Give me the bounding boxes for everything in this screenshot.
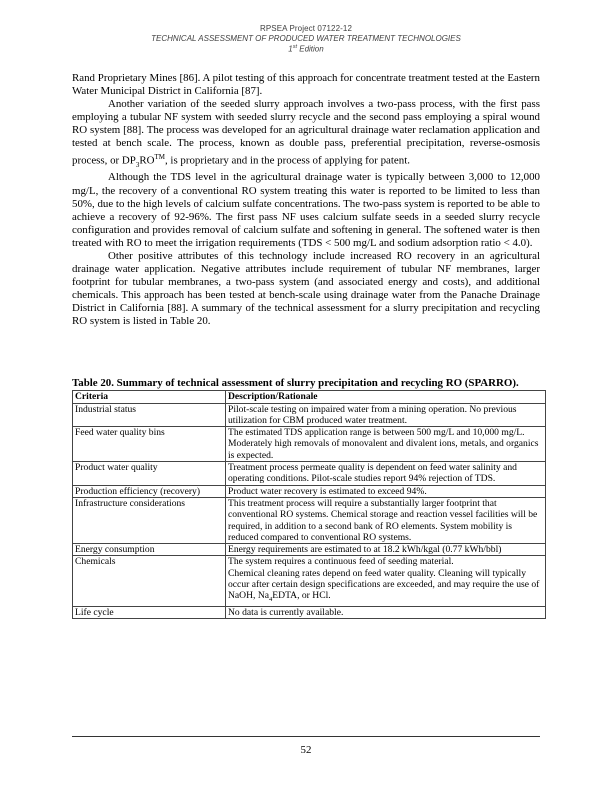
description-cell: Energy requirements are estimated to at 18.2 kWh/kgal (0.77 kWh/bbl) (226, 544, 546, 556)
footer-rule (72, 736, 540, 737)
criteria-cell: Production efficiency (recovery) (73, 485, 226, 497)
paragraph: Although the TDS level in the agricultural drainage water is typically between 3,000 to 12,000 mg/L, the recovery of a conventional RO system treating this water is reported to be limited to less than 50%, due to the high levels of calcium sulfate concentrations. The two-pass system is reported to be able to achieve a recovery of 92-96%. The first pass NF uses calcium sulfate seeds in a seeded slurry recycle configuration and provides removal of calcium sulfate and softening in general. The softened water is then treated with RO to meet the irrigation requirements (TDS < 500 mg/L and sodium adsorption ratio < 4.0). (72, 171, 540, 249)
table-row (73, 544, 546, 556)
column-header-criteria: Criteria (73, 391, 226, 403)
table-row (73, 403, 546, 427)
assessment-table (72, 390, 546, 619)
header-edition: 1st Edition (288, 44, 324, 54)
header-project: RPSEA Project 07122-12 (259, 24, 353, 33)
description-cell: The system requires a continuous feed of seeding material. Chemical cleaning rates depend on feed water quality. Cleaning will typically occur after certain design specifications are exceeded, and may require the use of NaOH, $Na_4EDTA$, or HCl. (226, 556, 546, 606)
table-row (73, 497, 546, 543)
paragraph: Other positive attributes of this technology include increased RO recovery in an agricultural drainage water application. Negative attributes include requirement of tubular NF membranes, larger footprint for tubular membranes, a two-pass system (and associated energy and costs), and additional chemicals. This approach has been tested at bench-scale using drainage water from the Panache Drainage District in California [88]. A summary of the technical assessment for a slurry precipitation and recycling RO system is listed in Table 20. (72, 250, 540, 328)
column-header-description: Description/Rationale (226, 391, 546, 403)
table-row (73, 462, 546, 486)
table-caption: Table 20. Summary of technical assessment of slurry precipitation and recycling RO (SPARRO). (72, 377, 519, 389)
table-row (73, 606, 546, 618)
description-cell: The estimated TDS application range is between 500 mg/L and 10,000 mg/L. Moderately high removals of monovalent and divalent ions, metals, and organics is expected. (226, 427, 546, 462)
paragraph: Another variation of the seeded slurry approach involves a two-pass process, with the first pass employing a tubular NF system with seeded slurry recycle and the second pass employing a spiral wound RO system [88]. The process was developed for an agricultural drainage water reclamation application and tested at bench scale. The process, known as double pass, preferential precipitation, reverse-osmosis process, or $DP_3RO™$, is proprietary and in the process of applying for patent. (72, 98, 540, 169)
table-row (73, 427, 546, 462)
description-cell: Pilot-scale testing on impaired water from a mining operation. No previous utilization for CBM produced water treatment. (226, 403, 546, 427)
description-cell: No data is currently available. (226, 606, 546, 618)
header-title: TECHNICAL ASSESSMENT OF PRODUCED WATER TREATMENT TECHNOLOGIES (151, 33, 461, 43)
description-cell: Product water recovery is estimated to exceed 94%. (226, 485, 546, 497)
body-text (72, 72, 540, 329)
criteria-cell: Infrastructure considerations (73, 497, 226, 543)
criteria-cell: Chemicals (73, 556, 226, 606)
description-cell: Treatment process permeate quality is dependent on feed water salinity and operating conditions. Pilot-scale studies report 94% rejection of TDS. (226, 462, 546, 486)
paragraph: Rand Proprietary Mines [86]. A pilot testing of this approach for concentrate treatment tested at the Eastern Water Municipal District in California [87]. (72, 72, 540, 98)
table-20 (72, 377, 546, 619)
page-number: 52 (300, 744, 312, 756)
criteria-cell: Product water quality (73, 462, 226, 486)
running-header (0, 24, 612, 54)
criteria-cell: Energy consumption (73, 544, 226, 556)
criteria-cell: Life cycle (73, 606, 226, 618)
table-header-row (73, 391, 546, 403)
criteria-cell: Industrial status (73, 403, 226, 427)
description-cell: This treatment process will require a substantially larger footprint that conventional RO systems. Chemical storage and reaction vessel facilities will be required, in addition to a second bank of RO elements. System mobility is reduced compared to conventional RO systems. (226, 497, 546, 543)
table-row (73, 485, 546, 497)
criteria-cell: Feed water quality bins (73, 427, 226, 462)
table-row (73, 556, 546, 606)
